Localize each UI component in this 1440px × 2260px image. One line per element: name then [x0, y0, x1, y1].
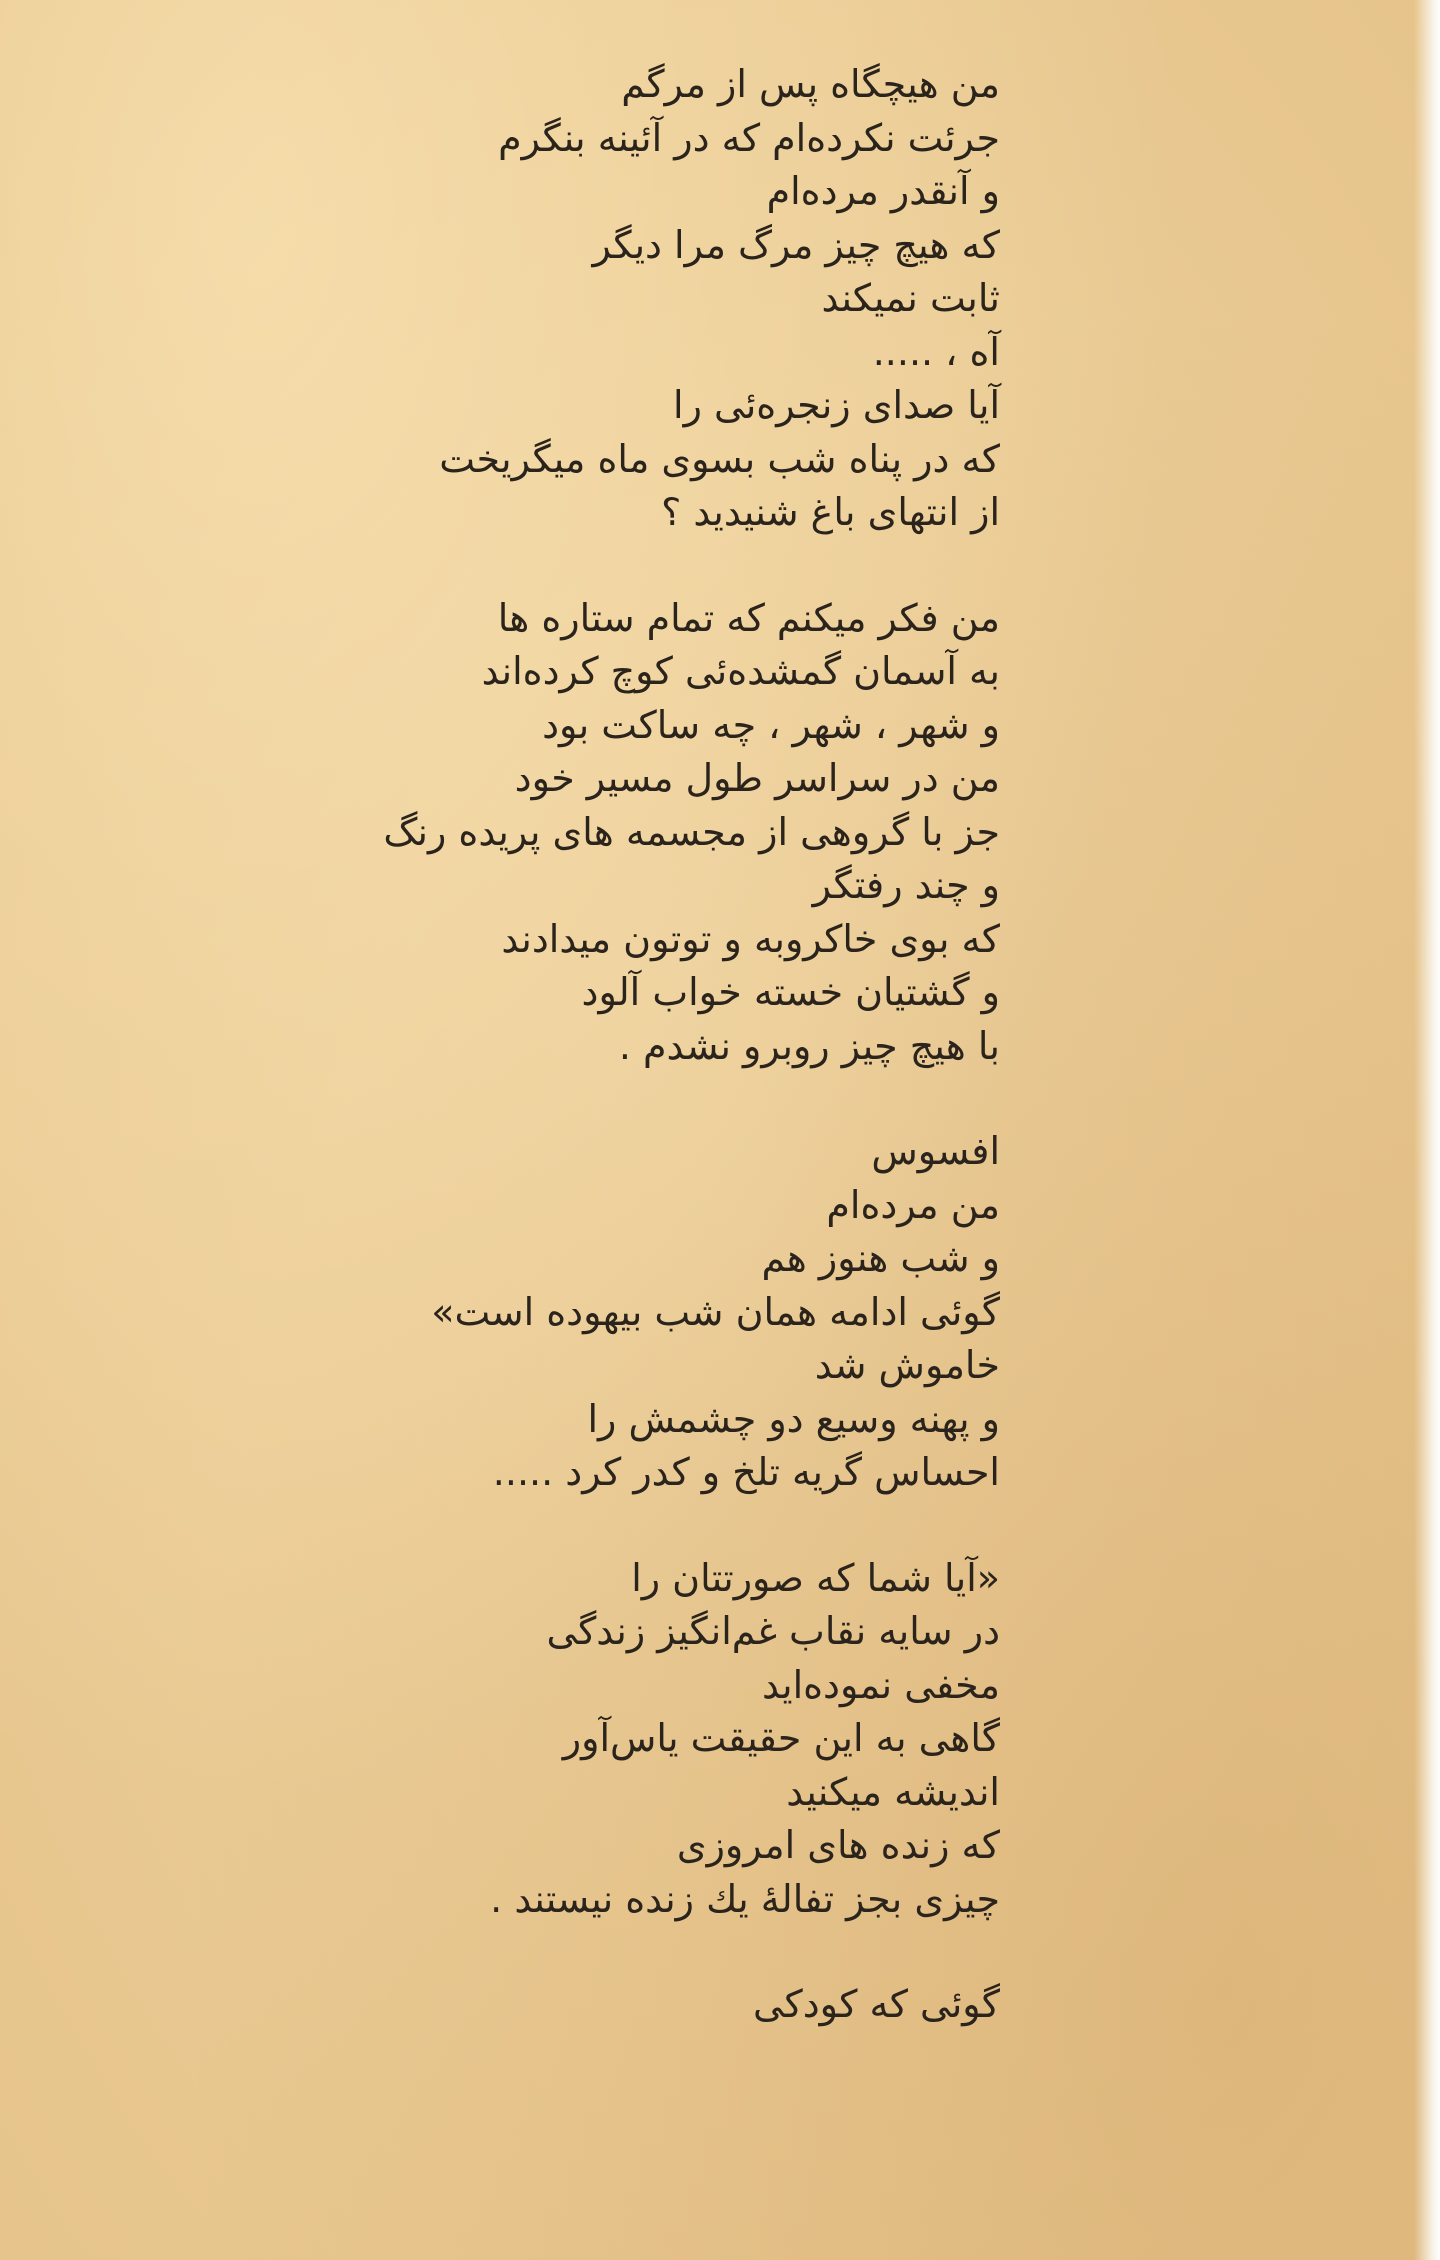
- stanza: [100, 1552, 1000, 1927]
- poem-line: و گشتیان خسته خواب آلود: [581, 970, 1000, 1014]
- poem-line: احساس گریه تلخ و کدر کرد .....: [492, 1450, 1000, 1494]
- poem-line: آه ، .....: [872, 329, 1000, 374]
- stanza: [100, 58, 1000, 540]
- poem-line: من مرده‌ام: [826, 1182, 1000, 1227]
- poem-line: و شب هنوز هم: [761, 1236, 1000, 1280]
- poem-line: «آیا شما که صورتتان را: [631, 1555, 1000, 1600]
- poem-line: و شهر ، شهر ، چه ساکت بود: [542, 702, 1000, 747]
- poem-line: اندیشه میکنید: [786, 1769, 1000, 1814]
- poem-line: خاموش شد: [814, 1343, 1000, 1387]
- poem-line: گاهی به این حقیقت یاس‌آور: [562, 1716, 1000, 1760]
- poem-line: من فکر میکنم که تمام ستاره ها: [497, 595, 1000, 640]
- poem-line: گوئی که کودکی: [753, 1982, 1000, 2026]
- poem-line: و چند رفتگر: [812, 863, 1000, 907]
- stanza: [100, 592, 1000, 1074]
- poem-line: جرئت نکرده‌ام که در آئینه بنگرم: [498, 115, 1000, 160]
- poem-line: که بوی خاکروبه و توتون میدادند: [501, 916, 1000, 961]
- poem-line: با هیچ چیز روبرو نشدم .: [618, 1023, 1000, 1068]
- poem-line: که در پناه شب بسوی ماه میگریخت: [439, 436, 1000, 481]
- poem-line: من هیچگاه پس از مرگم: [621, 62, 1000, 106]
- page-edge: [1414, 0, 1440, 2260]
- poem-line: افسوس: [871, 1129, 1000, 1173]
- poem-line: من در سراسر طول مسیر خود: [514, 756, 1000, 800]
- poem-line: ثابت نمیکند: [821, 276, 1000, 320]
- poem-line: به آسمان گمشده‌ئی کوچ کرده‌اند: [481, 649, 1000, 693]
- poem-line: آیا صدای زنجره‌ئی را: [673, 383, 1000, 427]
- poem-line: چیزی بجز تفالهٔ یك زنده نیستند .: [490, 1876, 1000, 1921]
- stanza: [100, 1125, 1000, 1500]
- poem-line: گوئی ادامه همان شب بیهوده است»: [431, 1289, 1000, 1334]
- poem-line: در سایه نقاب غم‌انگیز زندگی: [546, 1609, 1000, 1653]
- poem-line: و پهنه وسیع دو چشمش را: [587, 1396, 1000, 1441]
- poem-line: و آنقدر مرده‌ام: [766, 169, 1000, 213]
- poem-line: جز با گروهی از مجسمه های پریده رنگ: [383, 809, 1000, 854]
- stanza: [100, 1978, 1000, 2032]
- poem-line: مخفی نموده‌اید: [762, 1662, 1000, 1707]
- poem-text: [100, 58, 1000, 2084]
- poem-line: از انتهای باغ شنیدید ؟: [661, 490, 1000, 534]
- poem-line: که هیچ چیز مرگ مرا دیگر: [592, 222, 1000, 267]
- poem-line: که زنده های امروزی: [676, 1823, 1000, 1867]
